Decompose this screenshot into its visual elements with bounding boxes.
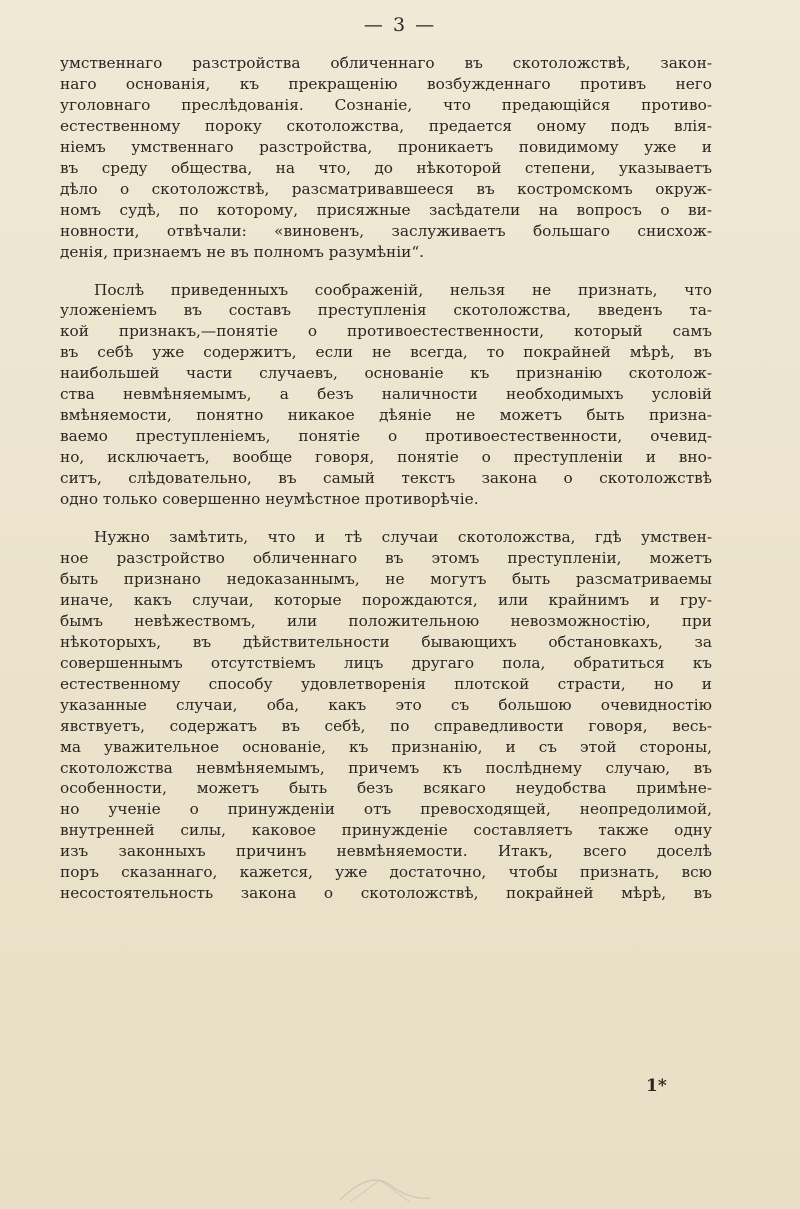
text-line: несостоятельность закона о скотоложствѣ, покрайней мѣрѣ, въ bbox=[60, 884, 712, 903]
text-line: номъ судѣ, по которому, присяжные засѣдатели на вопросъ о ви- bbox=[60, 200, 712, 219]
text-line: изъ законныхъ причинъ невмѣняемости. Итакъ, всего доселѣ bbox=[60, 842, 712, 861]
text-line: новности, отвѣчали: «виновенъ, заслуживаетъ большаго снисхож- bbox=[60, 221, 712, 240]
text-line: естественному пороку скотоложства, предается оному подъ влія- bbox=[60, 116, 712, 135]
text-line: естественному способу удовлетворенія плотской страсти, но и bbox=[60, 674, 712, 693]
library-stamp-mark bbox=[330, 1160, 440, 1205]
paragraph-2 bbox=[60, 280, 712, 510]
page-number: — 3 — bbox=[363, 14, 437, 36]
text-line: наибольшей части случаевъ, основаніе къ признанію скотолож- bbox=[60, 364, 712, 383]
text-line: ситъ, слѣдовательно, въ самый текстъ закона о скотоложствѣ bbox=[60, 469, 712, 488]
text-line: умственнаго разстройства обличеннаго въ скотоложствѣ, закон- bbox=[60, 54, 712, 72]
text-line: нѣкоторыхъ, въ дѣйствительности бывающихъ обстановкахъ, за bbox=[60, 632, 712, 651]
text-line: кой признакъ,—понятіе о противоестественности, который самъ bbox=[60, 322, 712, 341]
text-line: бымъ невѣжествомъ, или положительною невозможностію, при bbox=[60, 611, 712, 630]
text-line: ное разстройство обличеннаго въ этомъ преступленіи, можетъ bbox=[60, 548, 712, 567]
text-line: поръ сказаннаго, кажется, уже достаточно, чтобы признать, всю bbox=[60, 863, 712, 882]
text-line: въ себѣ уже содержитъ, если не всегда, то покрайней мѣрѣ, въ bbox=[60, 343, 712, 362]
text-line: уголовнаго преслѣдованія. Сознаніе, что предающійся противо- bbox=[60, 95, 712, 114]
text-line: особенности, можетъ быть безъ всякаго неудобства примѣне- bbox=[60, 779, 712, 798]
text-line: явствуетъ, содержатъ въ себѣ, по справедливости говоря, весь- bbox=[60, 716, 712, 735]
text-line: въ среду общества, на что, до нѣкоторой степени, указываетъ bbox=[60, 158, 712, 177]
text-line: вмѣняемости, понятно никакое дѣяніе не можетъ быть призна- bbox=[60, 406, 712, 425]
text-line: уложеніемъ въ составъ преступленія скотоложства, введенъ та- bbox=[60, 301, 712, 320]
text-line: Нужно замѣтить, что и тѣ случаи скотоложства, гдѣ умствен- bbox=[94, 528, 712, 547]
text-line: внутренней силы, каковое принужденіе составляетъ также одну bbox=[60, 821, 712, 840]
text-line: указанные случаи, оба, какъ это съ большою очевидностію bbox=[60, 695, 712, 714]
text-line: наго основанія, къ прекращенію возбужденнаго противъ него bbox=[60, 74, 712, 93]
text-line: ма уважительное основаніе, къ признанію, и съ этой стороны, bbox=[60, 737, 712, 756]
paragraph-3 bbox=[60, 527, 712, 904]
text-line: ніемъ умственнаго разстройства, проникаетъ повидимому уже и bbox=[60, 137, 712, 156]
text-line: денія, признаемъ не въ полномъ разумѣніи“. bbox=[60, 242, 425, 261]
text-line: ваемо преступленіемъ, понятіе о противоестественности, очевид- bbox=[60, 427, 712, 446]
text-line: иначе, какъ случаи, которые порождаются, или крайнимъ и гру- bbox=[60, 590, 712, 609]
signature-mark: 1* bbox=[646, 1076, 667, 1096]
paragraph-1 bbox=[60, 53, 712, 263]
text-line: Послѣ приведенныхъ соображеній, нельзя не признать, что bbox=[94, 280, 712, 299]
text-line: одно только совершенно неумѣстное противорѣчіе. bbox=[60, 490, 479, 509]
text-line: ства невмѣняемымъ, а безъ наличности необходимыхъ условій bbox=[60, 385, 712, 404]
text-line: но ученіе о принужденіи отъ превосходящей, неопредолимой, bbox=[60, 800, 712, 819]
body-text bbox=[60, 53, 712, 904]
text-line: быть признано недоказаннымъ, не могутъ быть разсматриваемы bbox=[60, 569, 712, 588]
text-line: совершеннымъ отсутствіемъ лицъ другаго пола, обратиться къ bbox=[60, 653, 712, 672]
text-line: скотоложства невмѣняемымъ, причемъ къ послѣднему случаю, въ bbox=[60, 758, 712, 777]
text-line: но, исключаетъ, вообще говоря, понятіе о преступленіи и вно- bbox=[60, 448, 712, 467]
text-line: дѣло о скотоложствѣ, разсматривавшееся въ костромскомъ окруж- bbox=[60, 179, 712, 198]
